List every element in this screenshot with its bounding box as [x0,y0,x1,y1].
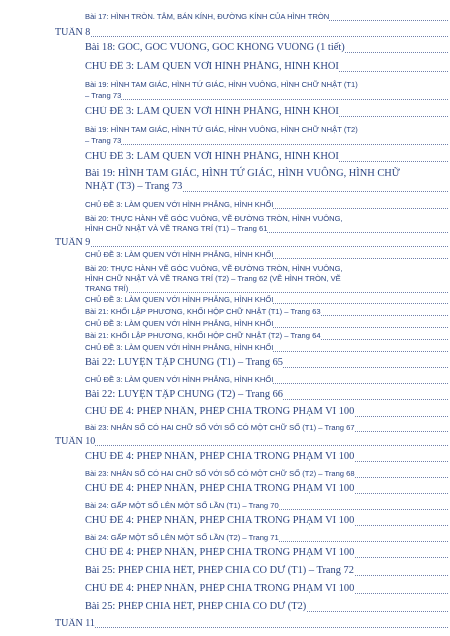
toc-entry-line2: HÌNH CHỮ NHẬT VÀ VẼ TRANG TRÍ (T2) – Trang 62 (VẼ HÌNH TRÒN, VẼ [85,274,341,283]
toc-entry-line1: Bài 19: HÌNH TAM GIÁC, HÌNH TỨ GIÁC, HÌNH VUÔNG, HÌNH CHỮ [85,168,400,179]
toc-entry[interactable]: CHỦ ĐỀ 3: LÀM QUEN VỚI HÌNH PHẲNG, HÌNH KHỐI [85,343,448,355]
toc-entry[interactable]: CHỦ ĐỀ 4: PHÉP NHÂN, PHÉP CHIA TRONG PHẠM VI 100 [85,483,448,497]
toc-week-heading[interactable]: TUẦN 11 [55,618,448,631]
toc-entry[interactable]: – Trang 73 [85,91,448,103]
toc-entry[interactable]: Bài 25: PHÉP CHIA HẾT, PHÉP CHIA CÓ DƯ (T2) [85,601,448,615]
toc-entry[interactable]: Bài 23: NHÂN SỐ CÓ HAI CHỮ SỐ VỚI SỐ CÓ MỘT CHỮ SỐ (T1) – Trang 67 [85,423,448,435]
toc-entry[interactable]: Bài 23: NHÂN SỐ CÓ HAI CHỮ SỐ VỚI SỐ CÓ MỘT CHỮ SỐ (T2) – Trang 68 [85,469,448,481]
toc-entry[interactable]: CHỦ ĐỀ 3: LÀM QUEN VỚI HÌNH PHẲNG, HÌNH KHỐI [85,375,448,387]
toc-entry[interactable]: CHỦ ĐỀ 4: PHÉP NHÂN, PHÉP CHIA TRONG PHẠM VI 100 [85,547,448,561]
toc-entry[interactable]: CHỦ ĐỀ 3: LÀM QUEN VỚI HÌNH PHẲNG, HÌNH KHỐI [85,250,448,262]
toc-entry[interactable]: CHỦ ĐỀ 3: LÀM QUEN VỚI HÌNH PHẲNG, HÌNH KHỐI [85,61,448,75]
toc-entry-line1: Bài 20: THỰC HÀNH VẼ GÓC VUÔNG, VẼ ĐƯỜNG TRÒN, HÌNH VUÔNG, [85,214,343,223]
toc-entry-line1: Bài 19: HÌNH TAM GIÁC, HÌNH TỨ GIÁC, HÌNH VUÔNG, HÌNH CHỮ NHẬT (T2) [85,125,358,134]
toc-entry[interactable]: Bài 25: PHÉP CHIA HẾT, PHÉP CHIA CÓ DƯ (T1) – Trang 72 [85,565,448,579]
toc-entry[interactable]: Bài 22: LUYỆN TẬP CHUNG (T1) – Trang 65 [85,357,448,371]
toc-entry[interactable]: CHỦ ĐỀ 3: LÀM QUEN VỚI HÌNH PHẲNG, HÌNH KHỐI [85,295,448,307]
toc-week-heading[interactable]: TUẦN 10 [55,436,448,449]
toc-entry[interactable]: TRANG TRÍ) [85,284,448,296]
toc-entry[interactable]: Bài 21: KHỐI LẬP PHƯƠNG, KHỐI HỘP CHỮ NHẬT (T2) – Trang 64 [85,331,448,343]
toc-entry[interactable]: Bài 24: GẤP MỘT SỐ LÊN MỘT SỐ LẦN (T2) – Trang 71 [85,533,448,545]
toc-entry[interactable]: Bài 17: HÌNH TRÒN. TÂM, BÁN KÍNH, ĐƯỜNG KÍNH CỦA HÌNH TRÒN [85,12,448,24]
toc-entry[interactable]: CHỦ ĐỀ 4: PHÉP NHÂN, PHÉP CHIA TRONG PHẠM VI 100 [85,583,448,597]
toc-entry[interactable]: CHỦ ĐỀ 3: LÀM QUEN VỚI HÌNH PHẲNG, HÌNH KHỐI [85,106,448,120]
toc-entry[interactable]: – Trang 73 [85,136,448,148]
toc-week-heading[interactable]: TUẦN 8 [55,27,448,40]
toc-entry[interactable]: CHỦ ĐỀ 3: LÀM QUEN VỚI HÌNH PHẲNG, HÌNH KHỐI [85,319,448,331]
toc-entry[interactable]: HÌNH CHỮ NHẬT VÀ VẼ TRANG TRÍ (T1) – Trang 61 [85,224,448,236]
toc-entry[interactable]: Bài 18: GÓC, GÓC VUÔNG, GÓC KHÔNG VUÔNG (1 tiết) [85,42,448,56]
toc-entry[interactable]: CHỦ ĐỀ 4: PHÉP NHÂN, PHÉP CHIA TRONG PHẠM VI 100 [85,406,448,420]
toc-entry[interactable]: CHỦ ĐỀ 3: LÀM QUEN VỚI HÌNH PHẲNG, HÌNH KHỐI [85,200,448,212]
toc-entry[interactable]: Bài 24: GẤP MỘT SỐ LÊN MỘT SỐ LẦN (T1) – Trang 70 [85,501,448,513]
toc-entry[interactable]: CHỦ ĐỀ 4: PHÉP NHÂN, PHÉP CHIA TRONG PHẠM VI 100 [85,451,448,465]
toc-entry[interactable]: CHỦ ĐỀ 4: PHÉP NHÂN, PHÉP CHIA TRONG PHẠM VI 100 [85,515,448,529]
toc-entry[interactable]: Bài 22: LUYỆN TẬP CHUNG (T2) – Trang 66 [85,389,448,403]
toc-entry-line1: Bài 19: HÌNH TAM GIÁC, HÌNH TỨ GIÁC, HÌNH VUÔNG, HÌNH CHỮ NHẬT (T1) [85,80,358,89]
toc-entry[interactable]: CHỦ ĐỀ 3: LÀM QUEN VỚI HÌNH PHẲNG, HÌNH KHỐI [85,151,448,165]
toc-entry[interactable]: Bài 21: KHỐI LẬP PHƯƠNG, KHỐI HỘP CHỮ NHẬT (T1) – Trang 63 [85,307,448,319]
toc-week-heading[interactable]: TUẦN 9 [55,237,448,250]
toc-entry-line1: Bài 20: THỰC HÀNH VẼ GÓC VUÔNG, VẼ ĐƯỜNG TRÒN, HÌNH VUÔNG, [85,264,343,273]
toc-entry[interactable]: NHẬT (T3) – Trang 73 [85,181,448,195]
